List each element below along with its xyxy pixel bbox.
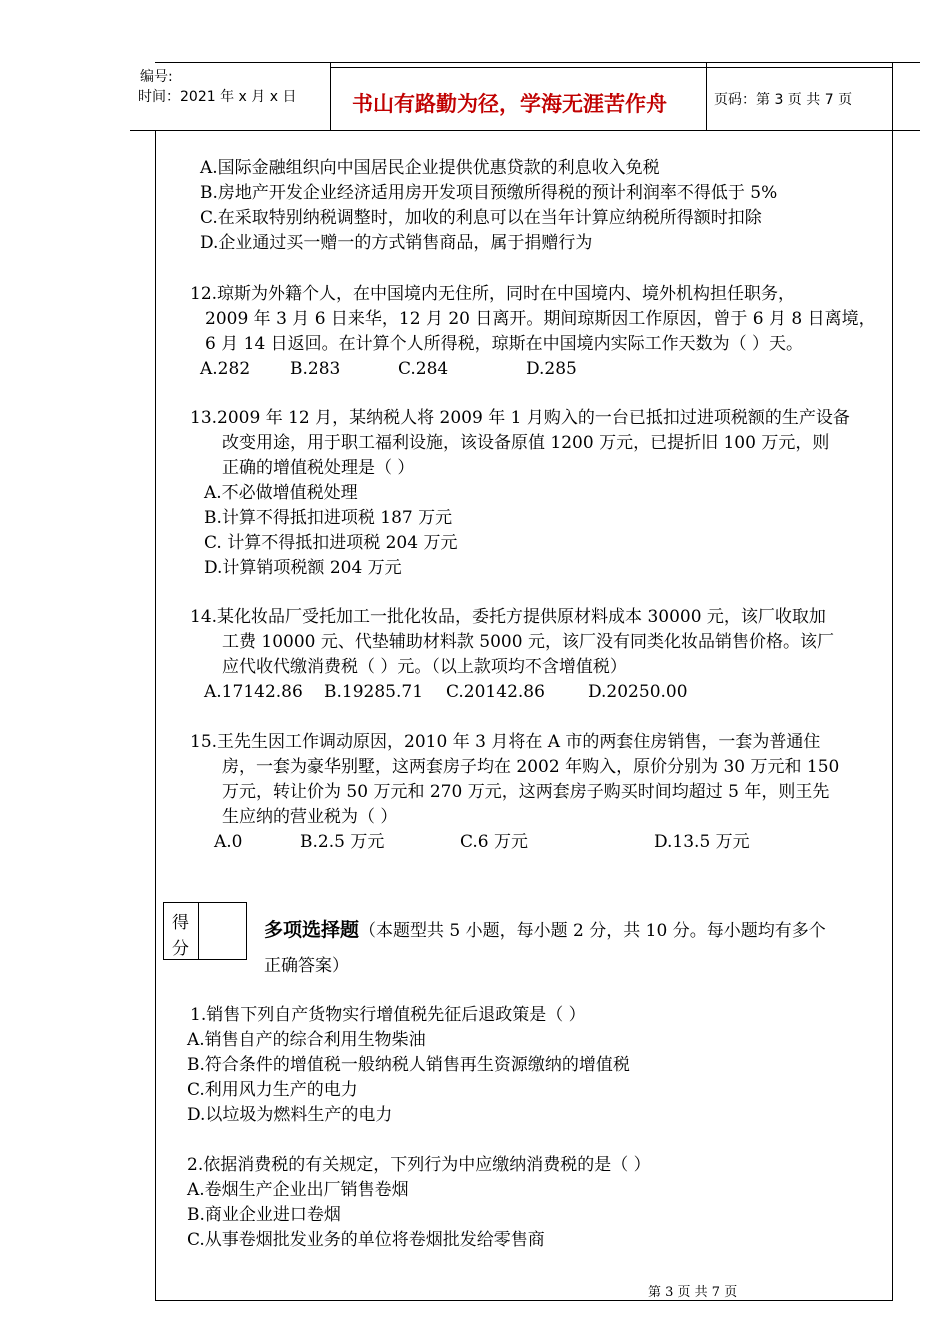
q11-option-a: A.国际金融组织向中国居民企业提供优惠贷款的利息收入免税 [200,158,660,178]
score-box-divider [198,903,199,959]
header-top-rule [155,62,920,63]
m1-option-a: A.销售自产的综合利用生物柴油 [187,1030,426,1050]
footer-page-number: 第 3 页 共 7 页 [648,1285,738,1300]
m2-option-c: C.从事卷烟批发业务的单位将卷烟批发给零售商 [187,1230,545,1250]
q13-stem-line3: 正确的增值税处理是（ ） [222,458,415,478]
q14-option-a: A.17142.86 [204,682,303,702]
q14-option-d: D.20250.00 [588,682,688,702]
score-label-fen: 分 [172,939,189,959]
m1-option-d: D.以垃圾为燃料生产的电力 [187,1105,393,1125]
page-left-border [155,130,156,1300]
q15-stem-line2: 房，一套为豪华别墅，这两套房子均在 2002 年购入，原价分别为 30 万元和 150 [222,757,840,777]
q13-option-b: B.计算不得抵扣进项税 187 万元 [204,508,453,528]
q13-option-c: C. 计算不得抵扣进项税 204 万元 [204,533,458,553]
m2-option-b: B.商业企业进口卷烟 [187,1205,341,1225]
m2-question: 2.依据消费税的有关规定，下列行为中应缴纳消费税的是（ ） [187,1155,651,1175]
header-bottom-rule [130,130,920,131]
header-right-edge [892,62,893,130]
q11-option-b: B.房地产开发企业经济适用房开发项目预缴所得税的预计利润率不得低于 5% [200,183,778,203]
header-top-rule-inner [330,67,892,68]
page-number-label: 页码：第 3 页 共 7 页 [714,92,853,108]
q14-stem-line2: 工费 10000 元、代垫辅助材料款 5000 元，该厂没有同类化妆品销售价格。该厂 [222,632,834,652]
q15-stem-line4: 生应纳的营业税为（ ） [222,807,398,827]
q13-stem-line1: 13.2009 年 12 月，某纳税人将 2009 年 1 月购入的一台已抵扣过进项税额的生产设备 [190,408,850,428]
page-right-border [892,130,893,1300]
header-divider-right [706,62,707,130]
q15-stem-line1: 15.王先生因工作调动原因，2010 年 3 月将在 A 市的两套住房销售，一套为普通住 [190,732,821,752]
q14-stem-line1: 14.某化妆品厂受托加工一批化妆品，委托方提供原材料成本 30000 元，该厂收取加 [190,607,826,627]
q12-option-b: B.283 [290,359,341,379]
serial-number-label: 编号: [140,69,173,85]
section-description-line1: （本题型共 5 小题，每小题 2 分，共 10 分。每小题均有多个 [359,921,826,941]
score-box [163,902,247,960]
date-label: 时间：2021 年 x 月 x 日 [138,89,297,105]
q13-option-a: A.不必做增值税处理 [204,483,358,503]
section-title: 多项选择题 [264,919,360,941]
q14-option-b: B.19285.71 [324,682,424,702]
q14-option-c: C.20142.86 [446,682,545,702]
m1-option-c: C.利用风力生产的电力 [187,1080,358,1100]
q15-option-a: A.0 [214,832,243,852]
q12-option-a: A.282 [200,359,251,379]
section-description-line2: 正确答案） [264,956,349,976]
q12-stem-line3: 6 月 14 日返回。在计算个人所得税，琼斯在中国境内实际工作天数为（ ）天。 [205,334,804,354]
q11-option-d: D.企业通过买一赠一的方式销售商品，属于捐赠行为 [200,233,593,253]
header-divider-left [330,62,331,130]
q15-option-b: B.2.5 万元 [300,832,385,852]
m1-question: 1.销售下列自产货物实行增值税先征后退政策是（ ） [190,1005,586,1025]
score-label-de: 得 [172,913,189,933]
m2-option-a: A.卷烟生产企业出厂销售卷烟 [187,1180,409,1200]
q12-stem-line1: 12.琼斯为外籍个人，在中国境内无住所，同时在中国境内、境外机构担任职务， [190,284,796,304]
section-heading [264,915,826,944]
q12-option-c: C.284 [398,359,449,379]
q11-option-c: C.在采取特别纳税调整时，加收的利息可以在当年计算应纳税所得额时扣除 [200,208,762,228]
m1-option-b: B.符合条件的增值税一般纳税人销售再生资源缴纳的增值税 [187,1055,630,1075]
q15-option-c: C.6 万元 [460,832,529,852]
page-bottom-border [155,1300,893,1301]
q15-option-d: D.13.5 万元 [654,832,750,852]
q14-stem-line3: 应代收代缴消费税（ ）元。（以上款项均不含增值税） [222,657,627,677]
q15-stem-line3: 万元，转让价为 50 万元和 270 万元，这两套房子购买时间均超过 5 年，则王先 [222,782,830,802]
q13-option-d: D.计算销项税额 204 万元 [204,558,402,578]
q12-stem-line2: 2009 年 3 月 6 日来华，12 月 20 日离开。期间琼斯因工作原因，曾于 6 月 8 日离境， [205,309,876,329]
header-motto: 书山有路勤为径，学海无涯苦作舟 [352,91,667,116]
q13-stem-line2: 改变用途，用于职工福利设施，该设备原值 1200 万元，已提折旧 100 万元，则 [222,433,830,453]
q12-option-d: D.285 [526,359,577,379]
